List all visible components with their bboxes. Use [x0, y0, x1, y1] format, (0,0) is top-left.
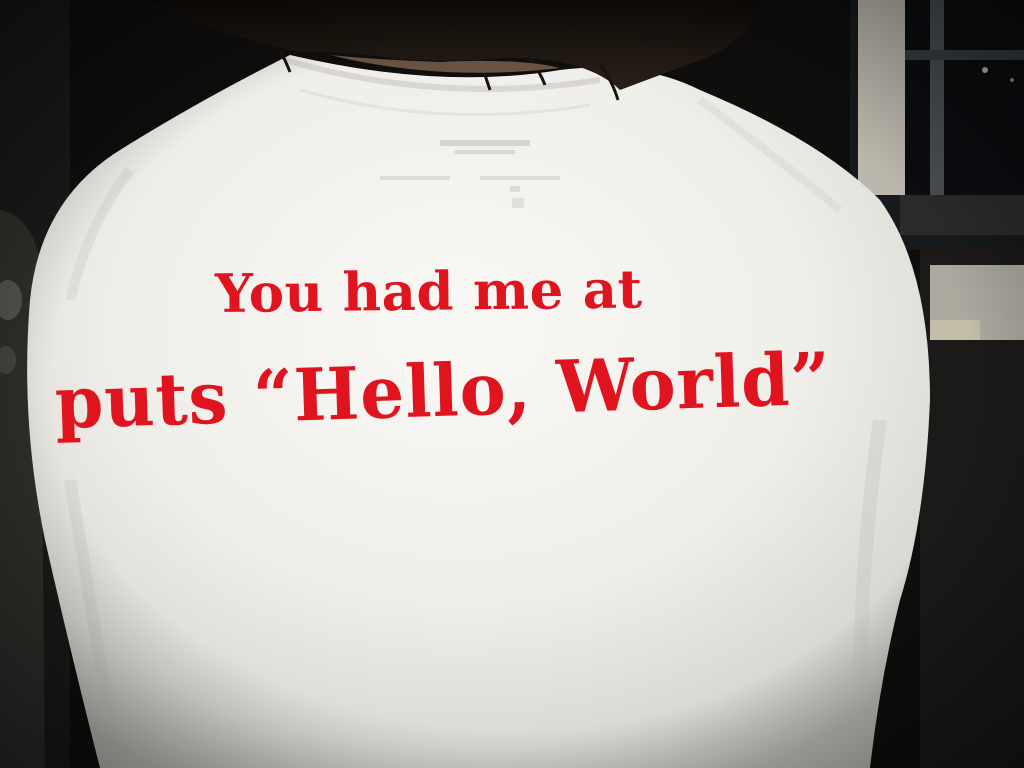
shirt-text-line-1: You had me at — [214, 258, 643, 325]
shirt-text-line-2: puts “Hello, World” — [53, 335, 833, 445]
